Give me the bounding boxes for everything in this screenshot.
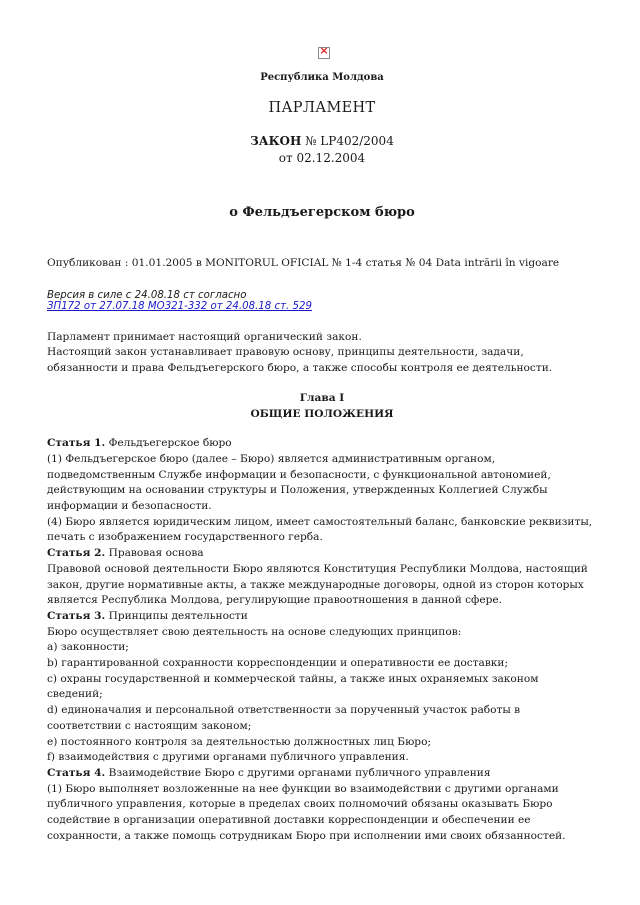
article-paragraph: (1) Бюро выполняет возложенные на нее функции во взаимодействии с другими органами публичного управления, которые в пределах своих полномочий обязаны оказывать Бюро содействие в организации оперативной доставки корреспонденции и обеспечении ее сохранности, а также помощь сотрудникам Бюро при исполнении ими своих обязанностей. [47,782,566,842]
article-paragraph: (1) Фельдъегерское бюро (далее – Бюро) является административным органом, подведомственным Службе информации и безопасности, с функциональной автономией, действующим на основании структуры и Положения, утвержденных Коллегией Службы информации и безопасности. [47,452,551,513]
version-link[interactable]: ЗП172 от 27.07.18 МО321-332 от 24.08.18 ст. 529 [47,300,312,312]
preamble-line: Парламент принимает настоящий органический закон. [47,330,362,343]
article-title: Принципы деятельности [108,609,248,622]
article-label: Статья 1. [47,437,106,450]
chapter-heading [47,391,597,422]
article-paragraph: Бюро осуществляет свою деятельность на основе следующих принципов: [47,625,462,638]
law-label: ЗАКОН [250,134,302,148]
article-heading [47,436,597,452]
broken-image-icon [318,47,330,59]
list-item: f) взаимодействия с другими органами публичного управления. [47,751,409,764]
version-info [47,290,597,312]
document-page [47,44,597,845]
article-paragraph: Правовой основой деятельности Бюро являются Конституция Республики Молдова, настоящий закон, другие нормативные акты, а также международные договоры, одной из сторон которых является Республика Молдова, регулирующие правоотношения в данной сфере. [47,562,588,607]
parliament-label: ПАРЛАМЕНТ [268,100,376,116]
chapter-title: ОБЩИЕ ПОЛОЖЕНИЯ [250,407,394,420]
article-label: Статья 3. [47,609,106,622]
article-title: Фельдъегерское бюро [108,437,232,450]
publication-info: Опубликован : 01.01.2005 в MONITORUL OFICIAL № 1-4 статья № 04 Data intrării în vigoare [47,257,560,269]
list-item: c) охраны государственной и коммерческой тайны, а также иных охраняемых законом сведений; [47,672,539,701]
header-logo [47,44,597,63]
article-label: Статья 2. [47,547,106,560]
list-item: d) единоначалия и персональной ответственности за порученный участок работы в соответствии с настоящим законом; [47,704,521,732]
preamble [47,330,597,377]
chapter-number: Глава I [299,391,345,404]
article-label: Статья 4. [47,766,106,779]
article-title: Взаимодействие Бюро с другими органами публичного управления [108,766,491,779]
list-item: a) законности; [47,641,129,654]
version-line: Версия в силе с 24.08.18 ст согласно [47,289,247,301]
article-heading [47,766,597,782]
articles [47,436,597,844]
law-title: о Фельдъегерском бюро [229,205,415,220]
article-paragraph: (4) Бюро является юридическим лицом, имеет самостоятельный баланс, банковские реквизиты, печать с изображением государственного герба. [47,515,593,544]
article-heading [47,609,597,625]
republic-label: Республика Молдова [260,72,384,83]
preamble-line: Настоящий закон устанавливает правовую основу, принципы деятельности, задачи, обязанности и права Фельдъегерского бюро, а также способы контроля ее деятельности. [47,346,553,375]
article-heading [47,546,597,562]
law-identifier [47,133,597,167]
list-item: b) гарантированной сохранности корреспонденции и оперативности ее доставки; [47,657,509,670]
list-item: e) постоянного контроля за деятельностью должностных лиц Бюро; [47,735,432,748]
article-title: Правовая основа [108,547,204,560]
law-number: № LP402/2004 [305,134,394,148]
law-date: от 02.12.2004 [278,151,366,165]
